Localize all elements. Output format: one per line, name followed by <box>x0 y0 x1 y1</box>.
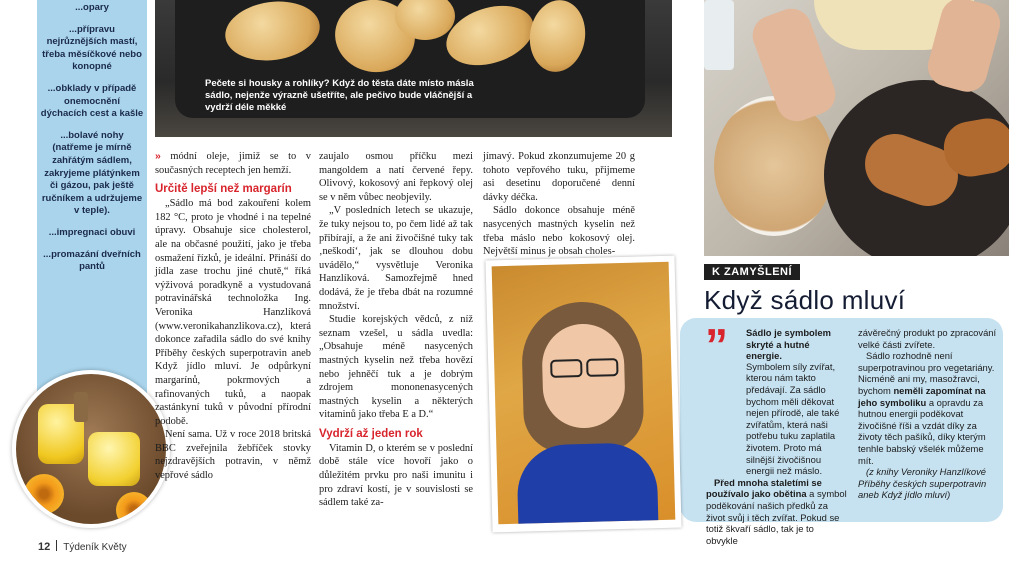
paragraph: „V posledních letech se ukazuje, že tuky nejsou to, po čem lidé až tak přibírají, a že ani živočišné tuky tak ‚neškodí‘, jak se dlouhou dobu uvádělo,“ vysvětluje Veronika Hanzlíková. Samozřejmě hned dodává, že je třeba dbát na rozumné množství. <box>319 205 473 312</box>
article-column-1 <box>155 150 311 483</box>
bread-photo <box>155 0 672 137</box>
sidebar-item: ...bolavé nohy (natřeme je mírně zahřátým sádlem, zakryjeme plátýnkem či gázou, pak ještě ručníkem a udržujeme v teple). <box>41 129 143 217</box>
paragraph: a opravdu za hutnou energii poděkovat živočišné říši a vzdát díky za životy těch pašíků, díky kterým tenhle babský všelék můžeme mít. <box>858 396 986 466</box>
sidebar-item: ...impregnaci obuvi <box>48 226 136 238</box>
paragraph: Sádlo dokonce obsahuje méně nasycených mastných kyselin než třeba máslo nebo kokosový olej. Největší minus je obsah choles- <box>483 205 635 258</box>
sidebar-item: ...promazání dveřních pantů <box>43 248 141 273</box>
subheading: Určitě lepší než margarín <box>155 183 292 196</box>
paragraph: Sádlo rozhodně není superpotravinou pro vegetariány. Nicméně ani my, masožravci, bychom <box>858 350 995 396</box>
box-bold: Před mnoha staletími se používalo jako obětina <box>706 476 822 500</box>
sidebar-item: ...opary <box>75 2 109 13</box>
sidebar-item: ...obklady v případě onemocnění dýchacích cest a kašle <box>40 82 144 120</box>
subheading: Vydrží až jeden rok <box>319 427 423 440</box>
paragraph: jímavý. Pokud zkonzumujeme 20 g tohoto vepřového tuku, přijmeme asi desetinu doporučené denní dávky déčka. <box>483 151 635 203</box>
paragraph: Není sama. Už v roce 2018 britská BBC zveřejnila žebříček stovky nejzdravějších potravin, v němž vepřové sádlo <box>155 429 311 482</box>
oils-photo <box>12 370 170 528</box>
paragraph: „Sádlo má bod zakouření kolem 182 °C, proto je vhodné i na tepelné úpravy. Obsahuje sice cholesterol, ale na občasné použití, jako je třeba osmažení řízků, je ideální. Přináší do jídla zase trochu jiné chutě,“ říká výživová poradkyně a vystudovaná potravinářská technoložka Ing. Veronika Hanzlíková (www.veronikahanzlikova.cz), která dokonce zařadila sádlo do své knihy Příběhy českých superpotravin aneb Když jídlo mluví. Je odpůrkyní margarínů, pokrmových a rafinovaných tuků, a naopak zastánkyní tuků v původní přírodní podobě. <box>155 198 311 427</box>
quote-mark-icon: ” <box>705 319 728 371</box>
box-title: Když sádlo mluví <box>704 285 906 315</box>
paragraph: módní oleje, jimiž se to v současných receptech jen hemží. <box>155 151 311 176</box>
article-column-2 <box>319 150 473 510</box>
paragraph: Studie korejských vědců, z níž seznam vzešel, u sádla uvedla: „Obsahuje méně nasycených mastných kyselin než třeba hovězí nebo jehněčí tuk a je dobrým zdrojem mononenasycených mastných kyselin a některých vitaminů jako třeba E a D.“ <box>319 314 473 421</box>
section-tag: K ZAMYŠLENÍ <box>704 264 800 280</box>
paragraph: Vitamin D, o kterém se v poslední době stále více hovoří jako o důležitém prvku pro naši imunitu i pro zdraví kostí, je v souvislosti se sádlem také za- <box>319 442 473 509</box>
article-column-3 <box>483 150 635 259</box>
paragraph: a symbol poděkování našich předků za život svůj i těch zvířat. Pokud se totiž škvaří sádlo, tak je to obvykle <box>706 488 847 546</box>
box-column-2 <box>858 327 998 501</box>
paragraph: závěrečný produkt po zpracování velké části zvířete. <box>858 327 997 350</box>
page-number: 12 <box>38 541 51 553</box>
cooking-photo <box>704 0 1009 256</box>
page-footer <box>38 540 127 553</box>
box-column-1 <box>706 327 848 546</box>
photo-caption: Pečete si housky a rohlíky? Když do těsta dáte místo másla sádlo, nejenže výrazně ušetříte, ale pečivo bude vláčnější a vydrží déle měkké <box>205 78 474 113</box>
book-credit: (z knihy Veroniky Hanzlíkové Příběhy českých superpotravin aneb Když jídlo mluví) <box>858 466 987 501</box>
footer-divider <box>56 540 57 551</box>
box-bold: neměli zapomínat na jeho symboliku <box>858 384 986 408</box>
sidebar-item: ...přípravu nejrůznějších mastí, třeba měsíčkové nebo konopné <box>42 23 142 73</box>
sidebar-list <box>40 2 144 283</box>
magazine-name: Týdeník Květy <box>63 542 127 553</box>
box-lead: Sádlo je symbolem skryté a hutné energie. <box>746 327 831 362</box>
paragraph: zaujalo osmou příčku mezi mangoldem a natí červené řepy. Olivový, kokosový ani řepkový olej se v něm vůbec neobjevily. <box>319 151 473 203</box>
paragraph: Symbolem síly zvířat, kterou nám takto předávají. Za sádlo bychom měli děkovat nejen přírodě, ale také zvířatům, která naši potřebu tuku zaplatila životem. Proto má silnější živočišnou energii než máslo. <box>746 360 840 477</box>
continuation-mark: » <box>155 151 161 162</box>
portrait-photo <box>485 256 681 533</box>
